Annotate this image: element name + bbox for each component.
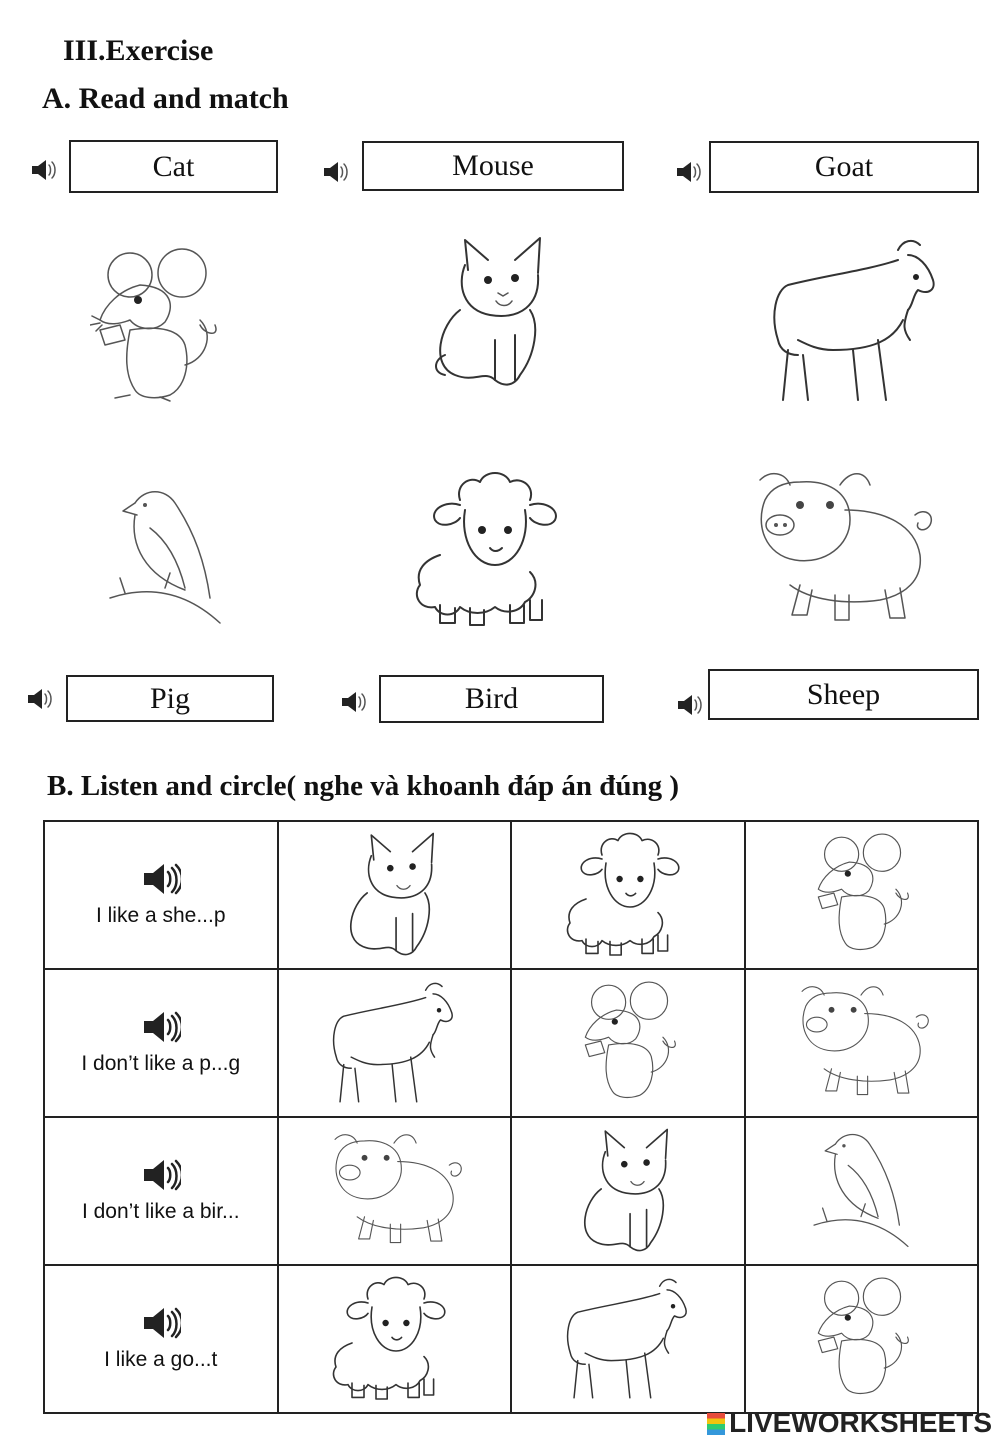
cat-picture[interactable] bbox=[558, 1127, 698, 1255]
speaker-icon[interactable] bbox=[322, 160, 350, 184]
pig-picture[interactable] bbox=[324, 1127, 464, 1255]
word-box-cat[interactable]: Cat bbox=[69, 140, 278, 193]
option-cell[interactable] bbox=[511, 821, 745, 969]
word-box-pig[interactable]: Pig bbox=[66, 675, 274, 722]
goat-picture[interactable] bbox=[324, 979, 464, 1107]
option-cell[interactable] bbox=[511, 1117, 745, 1265]
goat-picture[interactable] bbox=[558, 1275, 698, 1403]
sheep-picture[interactable] bbox=[324, 1275, 464, 1403]
option-cell[interactable] bbox=[745, 1117, 979, 1265]
word-box-bird[interactable]: Bird bbox=[379, 675, 604, 723]
mouse-picture[interactable] bbox=[791, 1275, 931, 1403]
speaker-icon[interactable] bbox=[675, 160, 703, 184]
liveworksheets-logo: LIVEWORKSHEETS bbox=[707, 1407, 992, 1439]
option-cell[interactable] bbox=[745, 1265, 979, 1413]
listen-and-circle-table bbox=[43, 820, 979, 1414]
cat-picture[interactable] bbox=[324, 831, 464, 959]
option-cell[interactable] bbox=[511, 969, 745, 1117]
speaker-icon[interactable] bbox=[141, 1306, 181, 1340]
speaker-icon[interactable] bbox=[141, 1010, 181, 1044]
word-box-mouse[interactable]: Mouse bbox=[362, 141, 624, 191]
section-a-title: A. Read and match bbox=[42, 82, 289, 115]
sheep-picture[interactable] bbox=[558, 831, 698, 959]
sheep-picture[interactable] bbox=[410, 470, 575, 630]
sentence-cell bbox=[44, 821, 278, 969]
goat-picture[interactable] bbox=[768, 235, 943, 407]
sentence-cell bbox=[44, 1117, 278, 1265]
sentence-text: I like a she...p bbox=[95, 904, 226, 927]
cat-picture[interactable] bbox=[430, 235, 555, 390]
sentence-cell bbox=[44, 1265, 278, 1413]
speaker-icon[interactable] bbox=[141, 1158, 181, 1192]
option-cell[interactable] bbox=[278, 1117, 512, 1265]
pig-picture[interactable] bbox=[745, 465, 935, 635]
exercise-title: III.Exercise bbox=[63, 34, 214, 67]
option-cell[interactable] bbox=[278, 821, 512, 969]
word-box-sheep[interactable]: Sheep bbox=[708, 669, 979, 720]
table-row bbox=[44, 1117, 978, 1265]
option-cell[interactable] bbox=[511, 1265, 745, 1413]
sentence-text: I don’t like a bir... bbox=[81, 1200, 240, 1223]
pig-picture[interactable] bbox=[791, 979, 931, 1107]
word-box-goat[interactable]: Goat bbox=[709, 141, 979, 193]
sentence-text: I like a go...t bbox=[104, 1348, 218, 1371]
mouse-picture[interactable] bbox=[90, 245, 220, 410]
section-b-title: B. Listen and circle( nghe và khoanh đáp án đúng ) bbox=[47, 770, 679, 802]
table-row bbox=[44, 969, 978, 1117]
bird-picture[interactable] bbox=[791, 1127, 931, 1255]
sentence-cell bbox=[44, 969, 278, 1117]
table-row bbox=[44, 821, 978, 969]
option-cell[interactable] bbox=[745, 821, 979, 969]
bird-picture[interactable] bbox=[105, 483, 225, 633]
speaker-icon[interactable] bbox=[30, 158, 58, 182]
speaker-icon[interactable] bbox=[340, 690, 368, 714]
mouse-picture[interactable] bbox=[558, 979, 698, 1107]
option-cell[interactable] bbox=[278, 1265, 512, 1413]
sentence-text: I don’t like a p...g bbox=[81, 1052, 241, 1075]
speaker-icon[interactable] bbox=[26, 687, 54, 711]
table-row bbox=[44, 1265, 978, 1413]
mouse-picture[interactable] bbox=[791, 831, 931, 959]
speaker-icon[interactable] bbox=[141, 862, 181, 896]
option-cell[interactable] bbox=[745, 969, 979, 1117]
speaker-icon[interactable] bbox=[676, 693, 704, 717]
option-cell[interactable] bbox=[278, 969, 512, 1117]
